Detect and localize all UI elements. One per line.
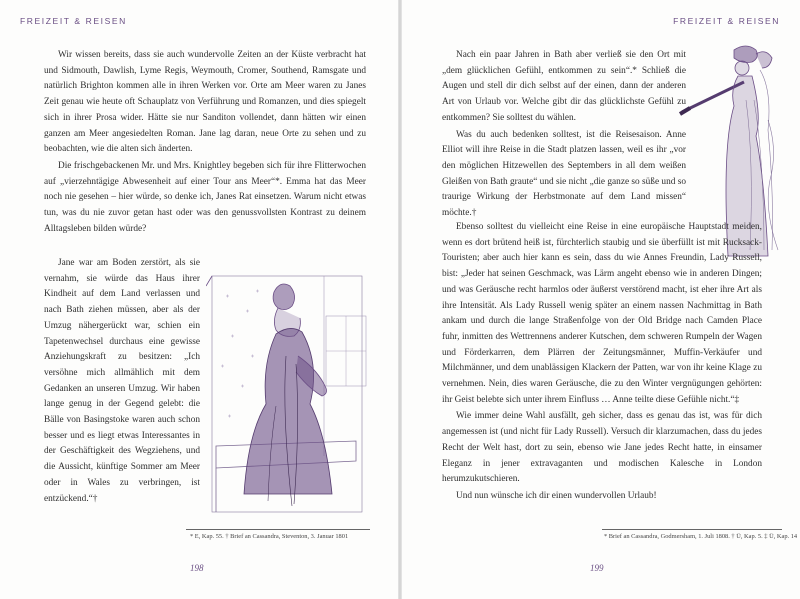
page-number: 198 [190, 563, 204, 573]
body-text-main [442, 220, 762, 505]
paragraph: Wir wissen bereits, dass sie auch wundervolle Zeiten an der Küste verbracht hat und Sidmouth, Dawlish, Lyme Regis, Weymouth, Cromer, Southend, Ramsgate und natürlich Brighton kommen alle in ihren Werken vor. Orte am Meer waren zu Janes Zeit genau wie heute oft Schauplatz von Verführung und Romanzen, und dies spiegelt sich in ihrer Prosa wider. Hätte sie nur Sanditon vollendet, dann hätten wir einen ganzen am Meer angesiedelten Roman. Jane lag daran, neue Orte zu sehen und zu beobachten, wie die alten sich änderten. [44, 50, 366, 155]
paragraph: Nach ein paar Jahren in Bath aber verließ sie den Ort mit „dem glücklichen Gefühl, entkommen zu sein“.* Schließ die Augen und stell dir dich selbst auf der einen, dann der anderen Art von Urlaub vor. Welche gibt dir das glücklichste Gefühl zu entkommen? Sie solltest du wählen. [442, 50, 686, 123]
running-header: FREIZEIT & REISEN [20, 16, 127, 26]
paragraph: Was du auch bedenken solltest, ist die Reisesaison. Anne Elliot will ihre Reise in die Stadt platzen lassen, weil es ihr „vor den möglichen Hitzewellen des Septembers in all dem weißen Gleißen von Bath graute“ und sie nicht „die ganze so süße und so traurige Wirkung der Herbstmonate auf dem Land missen“ möchte.† [442, 129, 686, 219]
paragraph: Und nun wünsche ich dir einen wundervollen Urlaub! [456, 490, 657, 501]
footnote: * E, Kap. 55. † Brief an Cassandra, Steventon, 3. Januar 1801 [190, 533, 349, 540]
running-header: FREIZEIT & REISEN [673, 16, 780, 26]
page-number: 199 [590, 563, 604, 573]
paragraph: Jane war am Boden zerstört, als sie vernahm, sie würde das Haus ihrer Kindheit auf dem Land verlassen und nach Bath ziehen müssen, aber als der Umzug nähergerückt war, schien ein Tapetenwechsel durchaus eine gewisse Anziehungskraft zu besitzen: „Ich versöhne mich allmählich mit dem Gedanken an unseren Umzug. Wir haben lange genug in der Gegend gelebt: die Bälle von Basingstoke waren auch schon besser und es liegt etwas Interessantes in der Geschäftigkeit des Wegziehens, und die Aussicht, künftige Sommer am Meer oder in Wales zu verbringen, ist entzückend.“† [44, 258, 200, 504]
body-text-top [44, 48, 366, 237]
paragraph: Wie immer deine Wahl ausfällt, geh sicher, dass es genau das ist, was für dich angemessen ist (und nicht für Lady Russell). Versuch dir klarzumachen, dass du jedes Recht der Welt hast, dort zu sein, ebenso wie Jane jedes Recht hatte, in einsamer Eleganz in jener extravaganten und modischen Kalesche in London herumzukutschieren. [442, 411, 762, 485]
left-page [0, 0, 398, 599]
right-page [402, 0, 800, 599]
footnote-rule [602, 529, 782, 530]
body-text-side [44, 256, 200, 507]
paragraph: Ebenso solltest du vielleicht eine Reise in eine europäische Hauptstadt meiden, wenn es dort brütend heiß ist, fürchterlich staubig und sie überfüllt ist mit Rucksack-Touristen; aber auch hier kann es sein, dass du wie Annes Freundin, Lady Russell, bist: „Jeder hat seinen Geschmack, was Lärm angeht ebenso wie in anderen Dingen; und was Geräusche recht harmlos oder äußerst verstörend macht, ist eher ihre Art als ihre Intensität. Als Lady Russell wenig später an einem nassen Nachmittag in Bath ankam und durch die lange Straßenfolge von der Old Bridge nach Camden Place fuhr, inmitten des Wettrennens anderer Kutschen, dem schweren Rumpeln der Wagen und Förderkarren, dem Plärren der Zeitungsmänner, Muffin-Verkäufer und Milchmänner, und dem unablässigen Klackern der Patten, war von ihr keine Klage zu vernehmen. Nein, dies waren Geräusche, die zu den Winter vergnügungen gehörten: ihr Geist belebte sich unter ihrem Einfluss … Anne teilte diese Gefühle nicht.“‡ [442, 222, 762, 405]
footnote-rule [186, 529, 370, 530]
seated-woman-illustration [206, 256, 380, 518]
body-text-top [442, 48, 686, 222]
paragraph: Die frischgebackenen Mr. und Mrs. Knightley begeben sich für ihre Flitterwochen auf „vierzehntägige Abwesenheit auf einer Tour ans Meer“*. Emma hat das Meer noch nie gesehen – hier würde, so denke ich, Janes Rat einsetzen. Warum nicht etwas tun, was du nie zuvor getan hast oder was den genussvollsten Kontrast zu deinem Alltagsleben bilden würde? [44, 160, 366, 234]
footnote: * Brief an Cassandra, Godmersham, 1. Juli 1808. † Ü, Kap. 5. ‡ Ü, Kap. 14 [604, 533, 798, 540]
